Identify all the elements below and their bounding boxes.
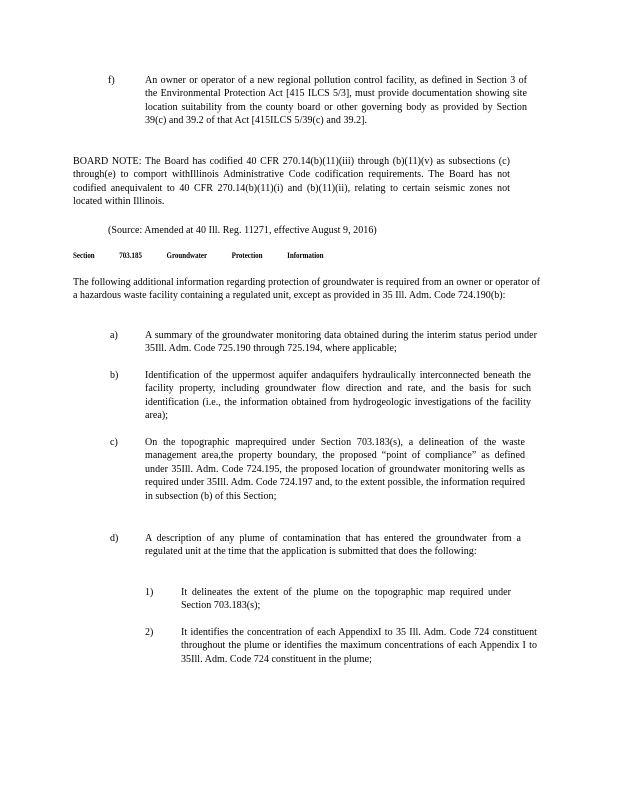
item-d-text: A description of any plume of contamination that has entered the groundwater from a regulated unit at the time that the application is submitted that does the following: <box>145 533 521 558</box>
item-a-text: A summary of the groundwater monitoring data obtained during the interim status period under 35Ill. Adm. Code 725.190 through 725.194, where applicable; <box>145 330 537 355</box>
item-b-marker: b) <box>110 370 119 381</box>
subitem-1-text: It delineates the extent of the plume on the topographic map required under Section 703.183(s); <box>181 587 511 612</box>
item-f-text: An owner or operator of a new regional pollution control facility, as defined in Section 3 of the Environmental Protection Act [415 ILCS 5/3], must provide documentation showing site location suitability from the county board or other governing body as provided by Section 39(c) and 39.2 of that Act [415ILCS 5/39(c) and 39.2]. <box>145 75 527 127</box>
subitem-2-text: It identifies the concentration of each AppendixI to 35 Ill. Adm. Code 724 constituent throughout the plume or identifies the maximum concentrations of each Appendix I to 35Ill. Adm. Code 724 constituent in the plume; <box>181 627 537 665</box>
section-number: 703.185 <box>119 250 142 260</box>
item-b-text: Identification of the uppermost aquifer andaquifers hydraulically interconnected beneath the facility property, including groundwater flow direction and rate, and the basis for such identification (i.e., the information obtained from hydrogeologic investigations of the facility area); <box>145 370 531 422</box>
intro-paragraph: The following additional information regarding protection of groundwater is required from an owner or operator of a hazardous waste facility containing a regulated unit, except as provided in 35 Ill. Adm. Code 724.190(b): <box>73 277 540 302</box>
section-title-word-3: Information <box>287 250 324 260</box>
source-note: (Source: Amended at 40 Ill. Reg. 11271, effective August 9, 2016) <box>108 225 377 236</box>
section-title-word-2: Protection <box>231 250 263 260</box>
item-c-text: On the topographic maprequired under Section 703.183(s), a delineation of the waste management area,the property boundary, the proposed “point of compliance” as defined under 35Ill. Adm. Code 724.195, the proposed location of groundwater monitoring wells as required under 35Ill. Adm. Code 724.197 and, to the extent possible, the information required in subsection (b) of this Section; <box>145 437 525 502</box>
board-note: BOARD NOTE: The Board has codified 40 CFR 270.14(b)(11)(iii) through (b)(11)(v) as subsections (c) through(e) to comport withIllinois Administrative Code codification requirements. The Board has not codified anequivalent to 40 CFR 270.14(b)(11)(i) and (b)(11)(ii), relating to certain seismic zones not located within Illinois. <box>73 156 510 208</box>
subitem-1-marker: 1) <box>145 587 154 598</box>
item-c-marker: c) <box>110 437 118 448</box>
section-heading <box>73 250 348 261</box>
item-a-marker: a) <box>110 330 118 341</box>
subitem-2-marker: 2) <box>145 627 154 638</box>
section-label: Section <box>73 250 95 260</box>
section-title-word-1: Groundwater <box>166 250 208 260</box>
item-f-marker: f) <box>108 75 115 86</box>
item-d-marker: d) <box>110 533 119 544</box>
